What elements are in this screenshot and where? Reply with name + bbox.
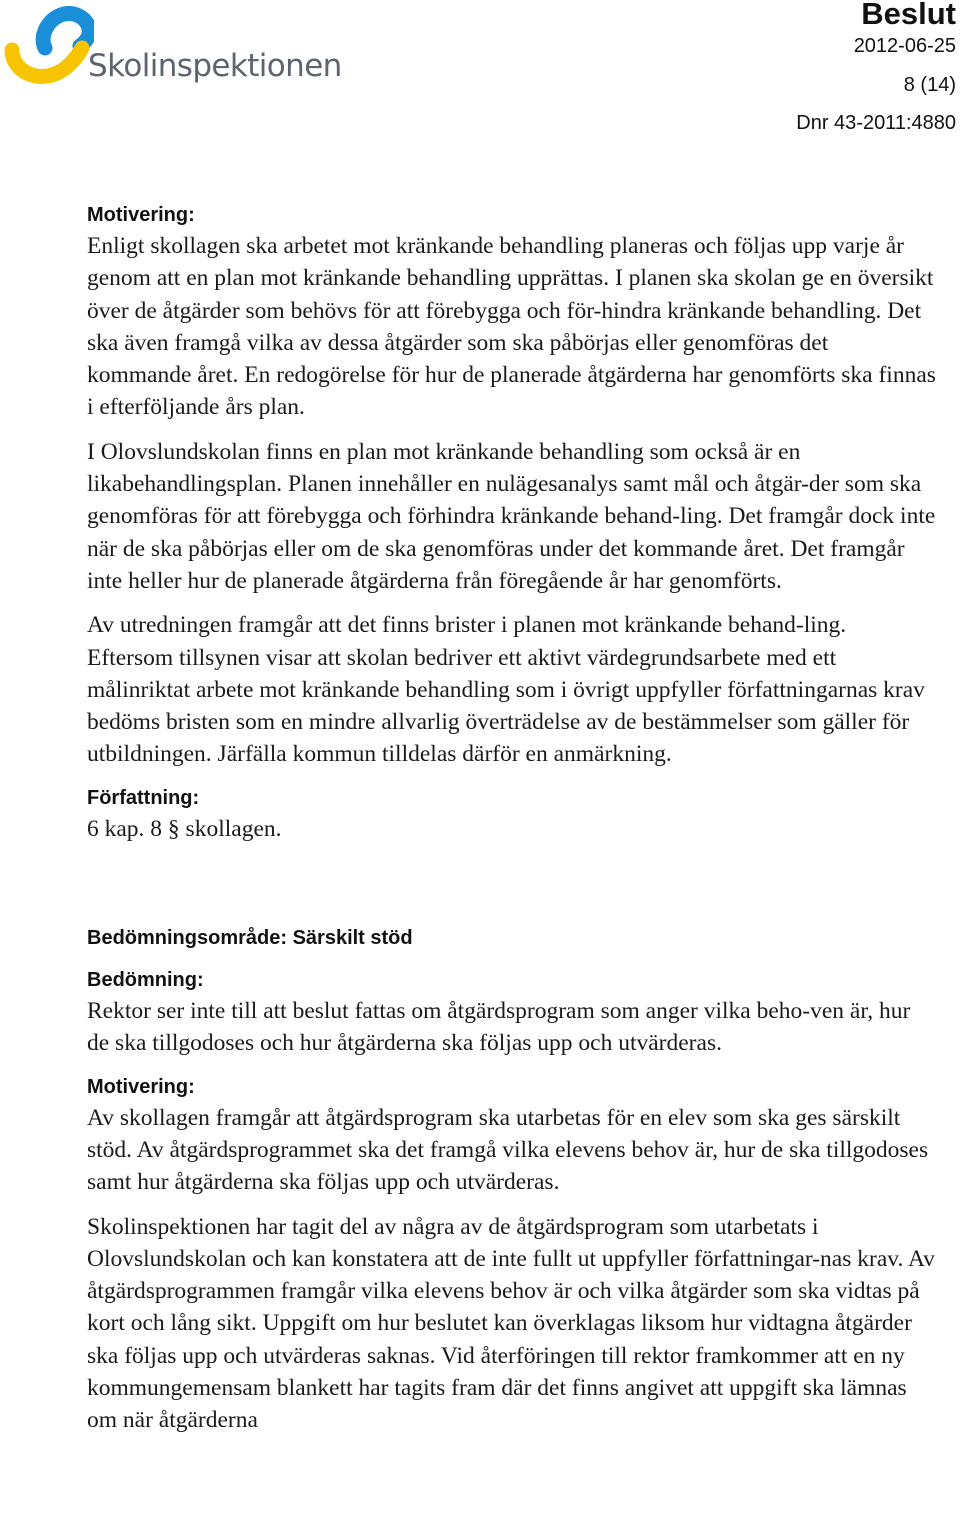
assessment-area-heading: Bedömningsområde: Särskilt stöd [87,927,413,950]
paragraph: Rektor ser inte till att beslut fattas om åtgärdsprogram som anger vilka beho-ven är, hur de ska tillgodoses och hur åtgärderna ska följas upp och utvärderas. [87,998,911,1057]
section-label-forfattning: Författning: [87,786,200,809]
document-date: 2012-06-25 [853,35,956,57]
paragraph: 6 kap. 8 § skollagen. [87,815,282,842]
document-body [87,200,937,1437]
logo [4,4,349,94]
section-label-motivering: Motivering: [87,1075,195,1098]
paragraph: Enligt skollagen ska arbetet mot kränkande behandling planeras och följas upp varje år genom att en plan mot kränkande behandling upprättas. I planen ska skolan ge en översikt över de åtgärder som behövs för att förebygga och för-hindra kränkande behandling. Det ska även framgå vilka av dessa åtgärder som ska påbörjas eller genomföras det kommande året. En redogörelse för hur de planerade åtgärderna har genomförts ska finnas i efterföljande års plan. [87,233,936,421]
section-label-bedomning: Bedömning: [87,969,204,992]
document-header [796,0,956,135]
page-number: 8 (14) [903,74,956,96]
section-label-motivering: Motivering: [87,204,195,226]
logo-mark-icon [4,4,94,90]
paragraph: Av utredningen framgår att det finns brister i planen mot kränkande behand-ling. Eftersom tillsynen visar att skolan bedriver ett aktivt värdegrundsarbete med ett målinriktat arbete mot kränkande behandling som i övrigt uppfyller författningarnas krav bedöms bristen som en mindre allvarlig överträdelse av de bestämmelser som gäller för utbildningen. Järfälla kommun tilldelas därför en anmärkning. [87,612,925,768]
registration-number: Dnr 43-2011:4880 [796,112,956,134]
paragraph: I Olovslundskolan finns en plan mot kränkande behandling som också är en likabehandlingsplan. Planen innehåller en nulägesanalys samt mål och åtgär-der som ska genomföras för att förebygga och förhindra kränkande behand-ling. Det framgår dock inte när de ska påbörjas eller om de ska genomföras under det kommande året. Det framgår inte heller hur de planerade åtgärderna från föregående år har genomförts. [87,438,936,594]
paragraph: Skolinspektionen har tagit del av några av de åtgärdsprogram som utarbetats i Olovslundskolan och kan konstatera att de inte fullt ut uppfyller författningar-nas krav. Av åtgärdsprogrammen framgår vilka elevens behov är och vilka åtgärder som ska vidtas på kort och lång sikt. Uppgift om hur beslutet kan överklagas liksom hur vidtagna åtgärder ska följas upp och utvärderas saknas. Vid återföringen till rektor framkommer att en ny kommungemensam blankett har tagits fram där det finns angivet att uppgift ska lämnas om när åtgärderna [87,1213,935,1434]
logo-wordmark: Skolinspektionen [88,48,342,84]
paragraph: Av skollagen framgår att åtgärdsprogram ska utarbetas för en elev som ska ges särskilt stöd. Av åtgärdsprogrammet ska det framgå vilka elevens behov är, hur de ska tillgodoses samt hur åtgärderna ska följas upp och utvärderas. [87,1104,929,1196]
document-type: Beslut [861,0,956,31]
